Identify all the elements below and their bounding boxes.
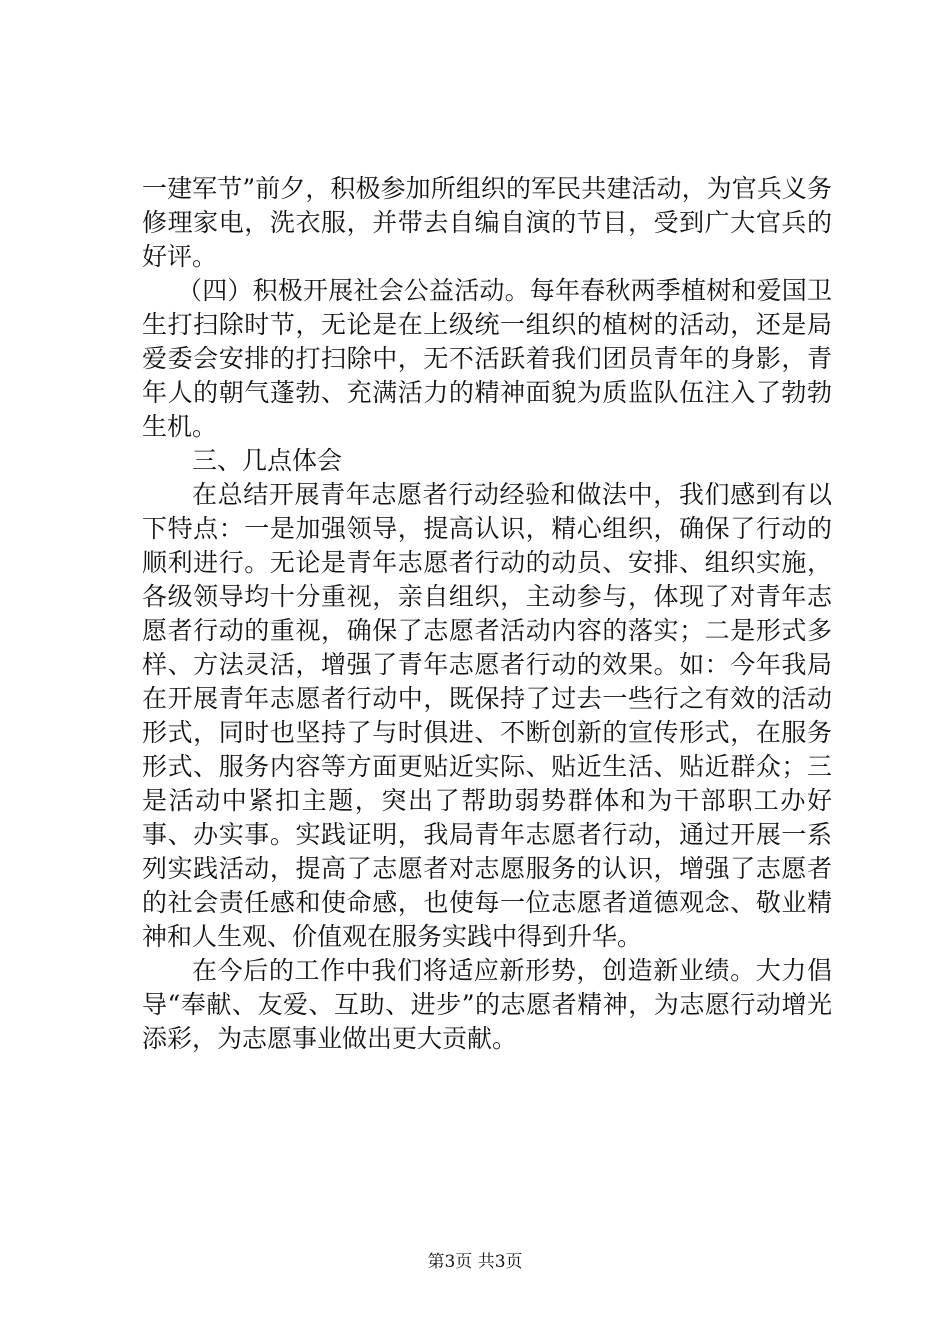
paragraph-public-welfare: （四）积极开展社会公益活动。每年春秋两季植树和爱国卫生打扫除时节，无论是在上级统一组织的植树的活动，还是局爱委会安排的打扫除中，无不活跃着我们团员青年的身影，青年人的朝气蓬勃、充满活力的精神面貌为质监队伍注入了勃勃生机。: [142, 276, 832, 441]
document-body: [142, 172, 832, 1056]
section-heading: 三、几点体会: [192, 446, 343, 475]
paragraph-conclusion: 在今后的工作中我们将适应新形势，创造新业绩。大力倡导“奉献、友爱、互助、进步”的志愿者精神，为志愿行动增光添彩，为志愿事业做出更大贡献。: [142, 956, 832, 1053]
paragraph-continuation: 一建军节”前夕，积极参加所组织的军民共建活动，为官兵义务修理家电，洗衣服，并带去自编自演的节目，受到广大官兵的好评。: [142, 174, 832, 271]
paragraph-experience: 在总结开展青年志愿者行动经验和做法中，我们感到有以下特点：一是加强领导，提高认识，精心组织，确保了行动的顺利进行。无论是青年志愿者行动的动员、安排、组织实施，各级领导均十分重视，亲自组织，主动参与，体现了对青年志愿者行动的重视，确保了志愿者活动内容的落实；二是形式多样、方法灵活，增强了青年志愿者行动的效果。如：今年我局在开展青年志愿者行动中，既保持了过去一些行之有效的活动形式，同时也坚持了与时俱进、不断创新的宣传形式，在服务形式、服务内容等方面更贴近实际、贴近生活、贴近群众；三是活动中紧扣主题，突出了帮助弱势群体和为干部职工办好事、办实事。实践证明，我局青年志愿者行动，通过开展一系列实践活动，提高了志愿者对志愿服务的认识，增强了志愿者的社会责任感和使命感，也使每一位志愿者道德观念、敬业精神和人生观、价值观在服务实践中得到升华。: [142, 480, 832, 951]
page-number-footer: 第3页 共3页: [427, 1252, 523, 1272]
